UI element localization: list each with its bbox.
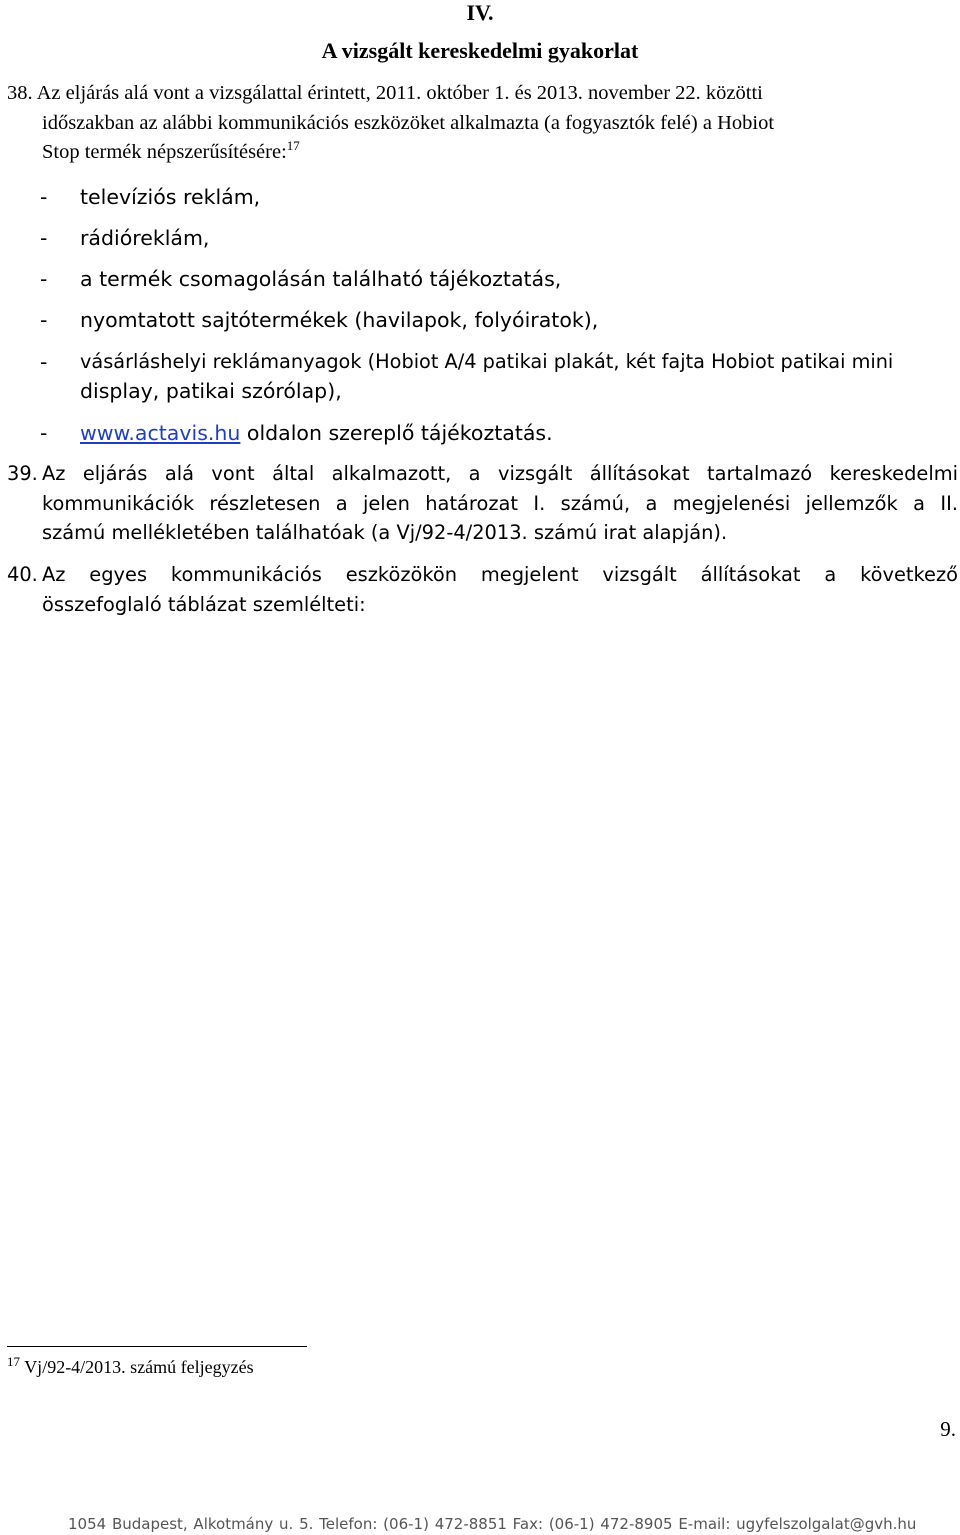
paragraph-38-line-2: időszakban az alábbi kommunikációs eszközöket alkalmazta (a fogyasztók felé) a Hobiot <box>42 112 775 134</box>
paragraph-40-line-1: Az egyes kommunikációs eszközökön megjelent vizsgált állításokat a következő <box>42 563 958 586</box>
list-item-text: nyomtatott sajtótermékek (havilapok, folyóiratok), <box>80 308 599 332</box>
paragraph-39-line-3: számú mellékletében találhatóak (a Vj/92-4/2013. számú irat alapján). <box>42 521 728 544</box>
paragraph-text: Az eljárás alá vont a vizsgálattal érintett, 2011. október 1. és 2013. november 22. közötti <box>36 82 763 104</box>
paragraph-38 <box>7 82 763 105</box>
footer-contact: 1054 Budapest, Alkotmány u. 5. Telefon: (06-1) 472-8851 Fax: (06-1) 472-8905 E-mail: ugyfelszolgalat@gvh.hu <box>68 1515 917 1533</box>
footnote <box>7 1354 254 1378</box>
paragraph-number: 38. <box>7 82 33 104</box>
list-item-text: rádióreklám, <box>80 226 210 250</box>
section-title: A vizsgált kereskedelmi gyakorlat <box>321 38 639 63</box>
footnote-reference[interactable]: 17 <box>286 138 300 154</box>
list-item-dash: - <box>40 267 48 291</box>
section-number: IV. <box>466 0 494 25</box>
list-item-dash: - <box>40 308 48 332</box>
footnote-text: Vj/92-4/2013. számú feljegyzés <box>24 1357 254 1377</box>
paragraph-text: Stop termék népszerűsítésére: <box>42 141 287 163</box>
paragraph-40-line-2: összefoglaló táblázat szemlélteti: <box>42 593 366 616</box>
list-item-text <box>80 421 553 445</box>
list-item-text: vásárláshelyi reklámanyagok (Hobiot A/4 patikai plakát, két fajta Hobiot patikai mini <box>80 350 894 373</box>
paragraph-40-number: 40. <box>7 563 38 586</box>
list-item-text: a termék csomagolásán található tájékoztatás, <box>80 267 562 291</box>
list-item-text-continuation: display, patikai szórólap), <box>80 379 342 403</box>
list-item-dash: - <box>40 185 48 209</box>
paragraph-39-line-1: Az eljárás alá vont által alkalmazott, a vizsgált állításokat tartalmazó kereskedelmi <box>42 462 958 485</box>
list-item-text: televíziós reklám, <box>80 185 261 209</box>
page-number: 9. <box>940 1417 956 1441</box>
list-item-dash: - <box>40 350 48 374</box>
paragraph-38-line-3 <box>42 138 300 164</box>
list-item-dash: - <box>40 421 48 445</box>
footnote-separator <box>7 1346 307 1347</box>
actavis-link[interactable]: www.actavis.hu <box>80 421 241 445</box>
list-item-dash: - <box>40 226 48 250</box>
paragraph-number: 39. <box>7 462 38 485</box>
footnote-number: 17 <box>7 1354 20 1369</box>
list-item-text-rest: oldalon szereplő tájékoztatás. <box>240 421 553 445</box>
paragraph-39-line-2: kommunikációk részletesen a jelen határozat I. számú, a megjelenési jellemzők a II. <box>42 492 958 515</box>
